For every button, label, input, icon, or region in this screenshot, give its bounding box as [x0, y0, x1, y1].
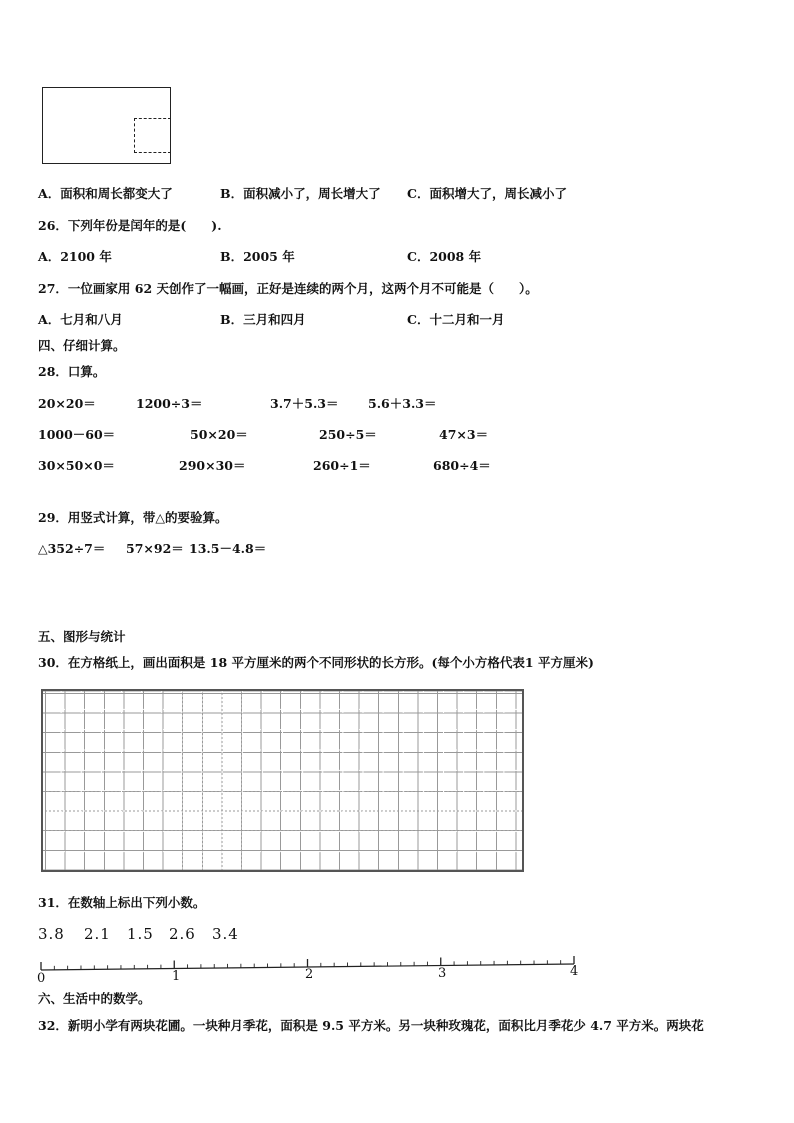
axis-label-4: 4: [570, 964, 579, 979]
q25-option-c: C．面积增大了，周长减小了: [407, 186, 567, 201]
axis-label-3: 3: [438, 966, 447, 981]
calc-item: 47×3＝: [439, 427, 489, 442]
grid-paper-dots: [41, 689, 524, 872]
q27-option-b: B．三月和四月: [220, 312, 306, 327]
q27-option-a: A．七月和八月: [38, 312, 123, 327]
calc-item: 30×50×0＝: [38, 458, 115, 473]
calc-item: 1200÷3＝: [136, 396, 203, 411]
q26-stem: 26．下列年份是闰年的是( ).: [38, 218, 222, 233]
section-4-title: 四、仔细计算。: [38, 338, 126, 353]
axis-label-1: 1: [172, 969, 181, 984]
q26-option-b: B．2005 年: [220, 249, 295, 264]
q25-option-a: A．面积和周长都变大了: [38, 186, 173, 201]
q27-option-c: C．十二月和一月: [407, 312, 505, 327]
calc-item: 13.5－4.8＝: [189, 541, 267, 556]
decimal-number: 2.6: [169, 925, 196, 943]
q25-option-b: B．面积减小了，周长增大了: [220, 186, 381, 201]
calc-item: 250÷5＝: [319, 427, 377, 442]
axis-label-0: 0: [37, 971, 46, 986]
decimal-number: 1.5: [127, 925, 154, 943]
calc-item: △352÷7＝: [38, 541, 106, 556]
q29-stem: 29．用竖式计算，带△的要验算。: [38, 510, 228, 525]
q26-option-a: A．2100 年: [38, 249, 112, 264]
q32-stem: 32．新明小学有两块花圃。一块种月季花，面积是 9.5 平方米。另一块种玫瑰花，面积比月季花少 4.7 平方米。两块花: [38, 1018, 704, 1033]
calc-item: 260÷1＝: [313, 458, 371, 473]
q27-stem: 27．一位画家用 62 天创作了一幅画，正好是连续的两个月，这两个月不可能是（ ）。: [38, 281, 538, 296]
axis-label-2: 2: [305, 967, 314, 982]
q31-stem: 31．在数轴上标出下列小数。: [38, 895, 206, 910]
section-6-title: 六、生活中的数学。: [38, 991, 151, 1006]
calc-item: 680÷4＝: [433, 458, 491, 473]
dashed-cutout-figure: [134, 118, 171, 153]
q26-option-c: C．2008 年: [407, 249, 482, 264]
calc-item: 1000－60＝: [38, 427, 116, 442]
decimal-number: 3.4: [212, 925, 239, 943]
calc-item: 290×30＝: [179, 458, 246, 473]
q28-stem: 28．口算。: [38, 364, 106, 379]
calc-item: 50×20＝: [190, 427, 248, 442]
calc-item: 57×92＝: [126, 541, 184, 556]
q30-stem: 30．在方格纸上，画出面积是 18 平方厘米的两个不同形状的长方形。(每个小方格代表1 平方厘米): [38, 655, 594, 670]
decimal-number: 2.1: [84, 925, 111, 943]
decimal-number: 3.8: [38, 925, 65, 943]
calc-item: 3.7＋5.3＝: [270, 396, 339, 411]
calc-item: 20×20＝: [38, 396, 96, 411]
section-5-title: 五、图形与统计: [38, 629, 126, 644]
calc-item: 5.6＋3.3＝: [368, 396, 437, 411]
